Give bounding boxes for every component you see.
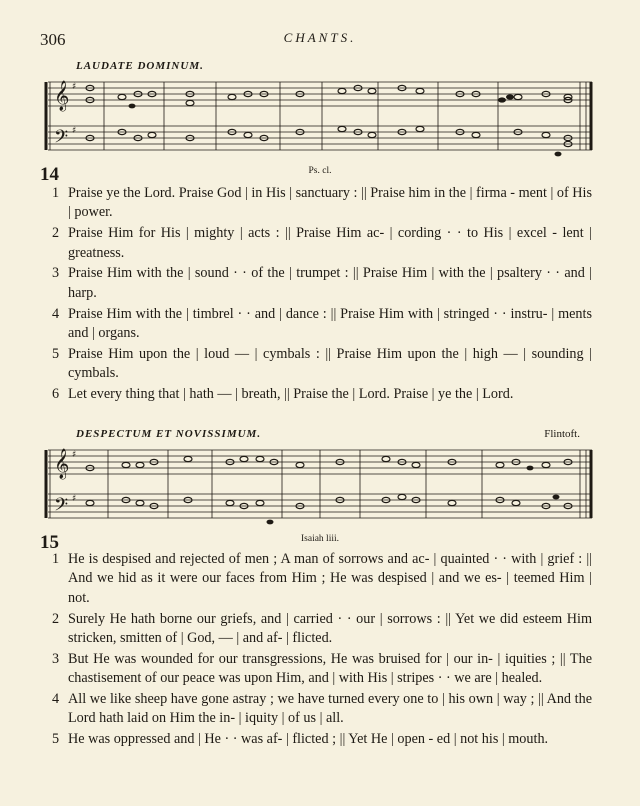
score-despectum-et-novissimum <box>42 440 598 532</box>
svg-text:𝄞: 𝄞 <box>54 449 70 479</box>
verse-text: Surely He hath borne our griefs, and | carried · · our | sorrows : || Yet we did esteem Him stricken, smitten of | God, — | and af- | flicted. <box>68 610 592 647</box>
page-number: 306 <box>40 30 66 49</box>
verse-14-1 <box>52 184 592 223</box>
verse-text: He was oppressed and | He · · was af- | flicted ; || Yet He | open - ed | not his | mouth. <box>68 731 549 748</box>
verse-text: Praise ye the Lord. Praise God | in His | sanctuary : || Praise him in the | firma - ment | of His | power. <box>68 185 592 221</box>
svg-text:♯: ♯ <box>72 82 77 92</box>
chant-number-15: 15 <box>40 532 59 553</box>
verse-number: 2 <box>52 610 60 627</box>
verse-number: 6 <box>52 386 60 403</box>
verse-text: He is despised and rejected of men ; A man of sorrows and ac- | quainted · · with | grief : || And we hid as it were our faces from Him ; He was despised | and we es- | teemed Him | not. <box>68 551 592 606</box>
verse-text: All we like sheep have gone astray ; we have turned every one to | his own | way ; || And the Lord hath laid on Him the in- | iquity | of us | all. <box>68 691 592 727</box>
svg-text:𝄢: 𝄢 <box>54 495 69 520</box>
svg-text:𝄞: 𝄞 <box>54 81 70 111</box>
verse-14-5 <box>52 345 592 384</box>
verse-14-6 <box>52 385 592 404</box>
score-laudate-dominum <box>42 72 598 164</box>
verse-number: 5 <box>52 345 60 362</box>
verse-number: 5 <box>52 731 60 748</box>
source-ref-15: Isaiah liii. <box>301 534 339 544</box>
verse-text: Praise Him with the | sound · · of the | trumpet : || Praise Him | with the | psaltery · · and | harp. <box>68 265 592 301</box>
verses-chant-15 <box>52 550 592 751</box>
verse-15-5 <box>52 730 592 749</box>
composer-flintoft: Flintoft. <box>544 428 580 440</box>
source-ref-14: Ps. cl. <box>308 166 332 176</box>
tune-name-laudate: LAUDATE DOMINUM. <box>76 60 204 72</box>
svg-text:♯: ♯ <box>72 126 77 136</box>
verse-number: 3 <box>52 265 60 282</box>
svg-text:♯: ♯ <box>72 450 77 460</box>
chant-number-14: 14 <box>40 164 59 185</box>
verse-text: Praise Him for His | mighty | acts : || Praise Him ac- | cording · · to His | excel - lent | greatness. <box>68 225 592 261</box>
verse-number: 1 <box>52 551 60 567</box>
verse-number: 2 <box>52 225 60 242</box>
verse-number: 4 <box>52 691 60 708</box>
verse-14-4 <box>52 305 592 344</box>
verse-14-2 <box>52 224 592 263</box>
verse-text: Praise Him upon the | loud — | cymbals : || Praise Him upon the | high — | sounding | cymbals. <box>68 345 592 382</box>
verse-text: Let every thing that | hath — | breath, || Praise the | Lord. Praise | ye the | Lord. <box>68 386 514 403</box>
svg-text:♯: ♯ <box>72 494 77 504</box>
verse-15-4 <box>52 690 592 729</box>
verse-text: But He was wounded for our transgressions, He was bruised for | our in- | iquities ; || The chastisement of our peace was upon Him, and | with His | stripes · · we are | healed. <box>68 650 592 687</box>
verse-14-3 <box>52 264 592 303</box>
running-head: CHANTS. <box>283 30 357 45</box>
verse-15-2 <box>52 610 592 649</box>
verse-number: 1 <box>52 185 60 201</box>
verses-chant-14 <box>52 184 592 406</box>
svg-text:𝄢: 𝄢 <box>54 127 69 152</box>
verse-15-1 <box>52 550 592 608</box>
tune-name-despectum: DESPECTUM ET NOVISSIMUM. <box>76 428 262 440</box>
verse-15-3 <box>52 650 592 689</box>
verse-text: Praise Him with the | timbrel · · and | dance : || Praise Him with | stringed · · instru- | ments and | organs. <box>68 305 592 342</box>
verse-number: 4 <box>52 305 60 322</box>
verse-number: 3 <box>52 650 60 667</box>
